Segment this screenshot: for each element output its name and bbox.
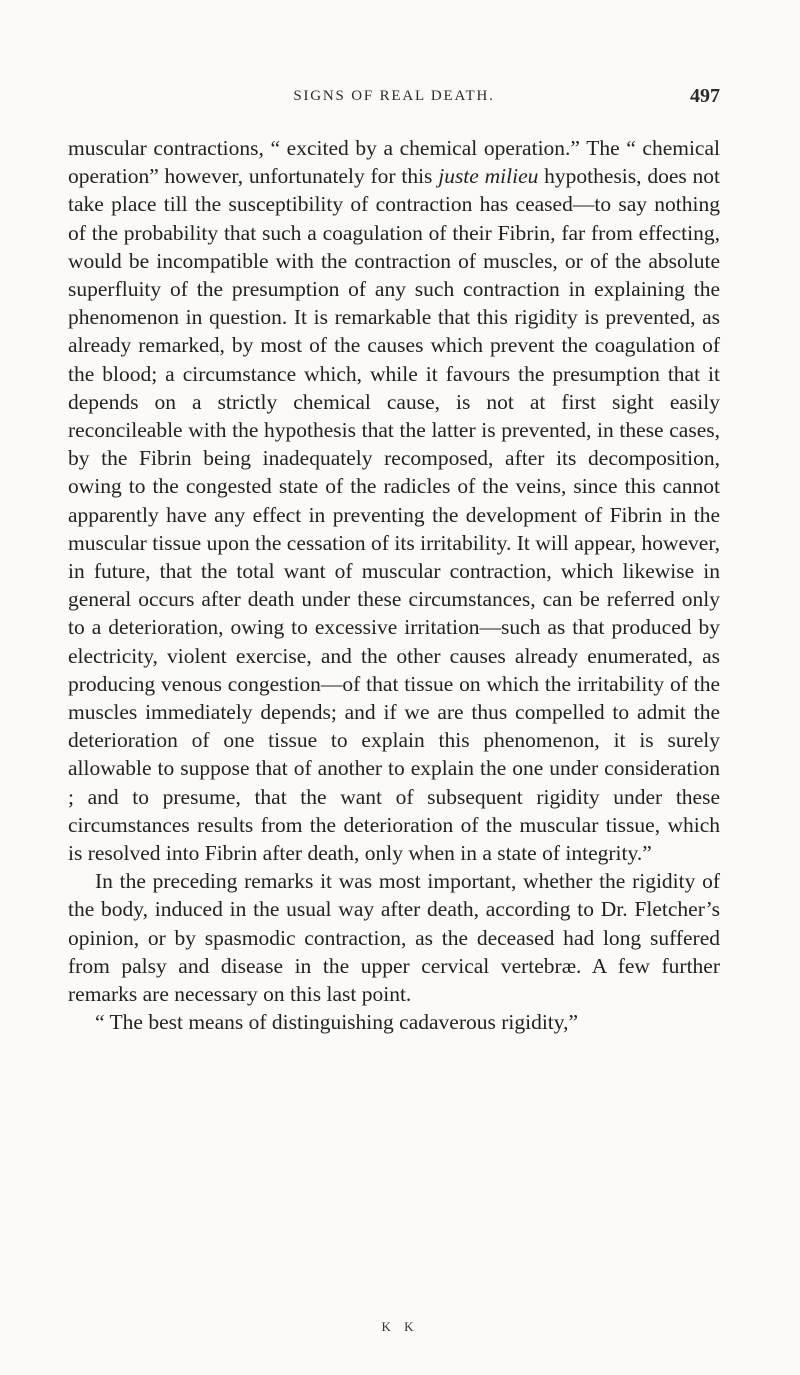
paragraph-3: “ The best means of distinguishing cadaverous rigidity,” — [95, 1010, 579, 1035]
page-number: 497 — [690, 85, 720, 107]
body-text — [68, 134, 720, 1037]
running-title: SIGNS OF REAL DEATH. — [293, 88, 495, 104]
italic-phrase: juste milieu — [438, 164, 539, 189]
paragraph-1-lead: muscular contractions, “ excited by a chemical operation.” The “ chemical operation” however, unfortunately for this — [68, 136, 720, 189]
paragraph-1-rest: hypothesis, does not take place till the susceptibility of contraction has ceased—to say nothing of the probability that such a coagulation of their Fibrin, far from effecting, would be incompatible with the contraction of muscles, or of the absolute superfluity of the presumption of any such contraction in explaining the phenomenon in question. It is remarkable that this rigidity is prevented, as already remarked, by most of the causes which prevent the coagulation of the blood; a circumstance which, while it favours the presumption that it depends on a strictly chemical cause, is not at first sight easily reconcileable with the hypothesis that the latter is prevented, in these cases, by the Fibrin being inadequately recomposed, after its decomposition, owing to the congested state of the radicles of the veins, since this cannot apparently have any effect in preventing the development of Fibrin in the muscular tissue upon the cessation of its irritability. It will appear, however, in future, that the total want of muscular contraction, which likewise in general occurs after death under these circumstances, can be referred only to a deterioration, owing to excessive irritation—such as that produced by electricity, violent exercise, and the other causes already enumerated, as producing venous congestion—of that tissue on which the irritability of the muscles immediately depends; and if we are thus compelled to admit the deterioration of one tissue to explain this phenomenon, it is surely allowable to suppose that of another to explain the one under consideration ; and to presume, that the want of subsequent rigidity under these circumstances results from the deterioration of the muscular tissue, which is resolved into Fibrin after death, only when in a state of integrity.” — [68, 164, 720, 866]
paragraph-1 — [68, 134, 720, 867]
paragraph-2: In the preceding remarks it was most important, whether the rigidity of the body, induced in the usual way after death, according to Dr. Fletcher’s opinion, or by spasmodic contraction, as the deceased had long suffered from palsy and disease in the upper cervical vertebræ. A few further remarks are necessary on this last point. — [68, 869, 720, 1007]
signature-mark: K K — [381, 1319, 419, 1334]
running-head — [68, 85, 720, 112]
